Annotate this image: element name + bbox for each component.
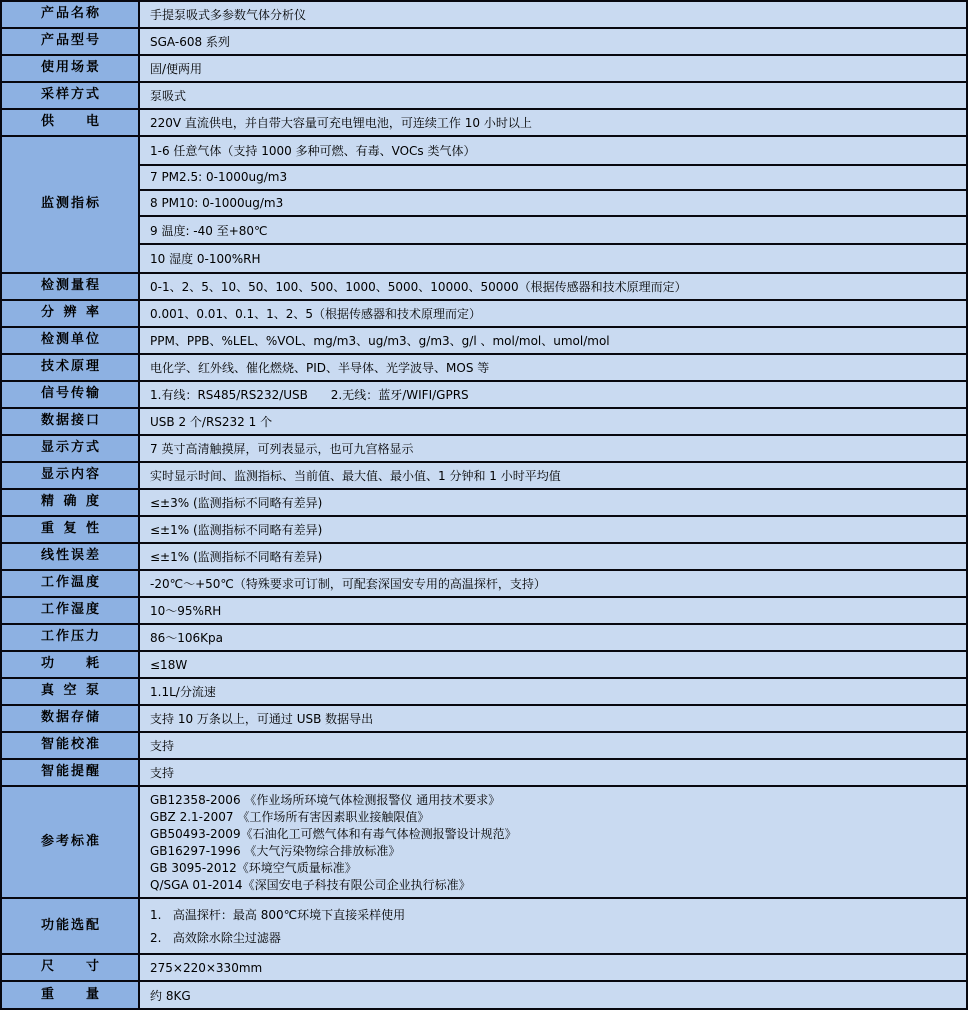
reference-standard-item: GB16297-1996 《大气污染物综合排放标准》 xyxy=(150,844,401,858)
row-working-humidity-header xyxy=(2,598,140,623)
row-label-text: 尺寸 xyxy=(41,959,99,975)
row-label-text: 工作温度 xyxy=(41,575,99,591)
row-smart-calibration-value xyxy=(140,733,966,758)
row-optional-features-header xyxy=(2,899,140,953)
row-repeatability xyxy=(2,517,966,544)
row-display-content xyxy=(2,463,966,490)
row-working-pressure-value xyxy=(140,625,966,650)
row-value-text: 7 英寸高清触摸屏，可列表显示，也可九宫格显示 xyxy=(150,442,414,456)
row-monitoring-indicators xyxy=(2,137,966,274)
row-monitoring-indicators-header xyxy=(2,137,140,272)
reference-standard-item: GBZ 2.1-2007 《工作场所有害因素职业接触限值》 xyxy=(150,810,430,824)
row-display-mode xyxy=(2,436,966,463)
row-detection-unit xyxy=(2,328,966,355)
row-label-text: 检测量程 xyxy=(41,278,99,294)
row-value-text: 8 PM10: 0-1000ug/m3 xyxy=(150,195,284,210)
row-weight-value xyxy=(140,982,966,1009)
row-data-storage-value xyxy=(140,706,966,731)
row-value-text: 7 PM2.5: 0-1000ug/m3 xyxy=(150,170,288,185)
row-label-text: 真空泵 xyxy=(41,683,99,699)
row-product-name-value xyxy=(140,2,966,27)
row-working-pressure xyxy=(2,625,966,652)
row-power-supply xyxy=(2,110,966,137)
row-resolution xyxy=(2,301,966,328)
row-value-text: ≤±1% (监测指标不同略有差异) xyxy=(150,550,323,564)
row-label-text: 使用场景 xyxy=(41,60,99,76)
row-dimensions-header xyxy=(2,955,140,980)
row-value-text: ≤±3% (监测指标不同略有差异) xyxy=(150,496,323,510)
row-value-text: ≤±1% (监测指标不同略有差异) xyxy=(150,523,323,537)
row-label-text: 功能选配 xyxy=(41,917,99,933)
row-power-consumption-header xyxy=(2,652,140,677)
row-label-text: 精确度 xyxy=(41,494,99,510)
row-linearity-error xyxy=(2,544,966,571)
row-linearity-error-value xyxy=(140,544,966,569)
row-value-text: SGA-608 系列 xyxy=(150,35,230,49)
reference-standard-item: Q/SGA 01-2014《深国安电子科技有限公司企业执行标准》 xyxy=(150,878,471,892)
row-resolution-value xyxy=(140,301,966,326)
row-value-text: 支持 xyxy=(150,739,175,753)
row-reference-standards-value xyxy=(140,787,966,897)
monitoring-indicator-item xyxy=(140,137,966,166)
row-label-text: 智能提醒 xyxy=(41,764,99,780)
row-sampling-method xyxy=(2,83,966,110)
row-accuracy-value xyxy=(140,490,966,515)
row-product-name-header xyxy=(2,2,140,27)
row-display-mode-value xyxy=(140,436,966,461)
row-label-text: 线性误差 xyxy=(41,548,99,564)
row-smart-calibration-header xyxy=(2,733,140,758)
row-vacuum-pump-header xyxy=(2,679,140,704)
row-vacuum-pump xyxy=(2,679,966,706)
reference-standard-item: GB12358-2006 《作业场所环境气体检测报警仪 通用技术要求》 xyxy=(150,793,501,807)
row-display-content-value xyxy=(140,463,966,488)
row-data-interface-header xyxy=(2,409,140,434)
row-vacuum-pump-value xyxy=(140,679,966,704)
row-data-interface-value xyxy=(140,409,966,434)
optional-feature-item: 2. 高效除水除尘过滤器 xyxy=(150,931,281,945)
row-working-humidity xyxy=(2,598,966,625)
row-product-model-value xyxy=(140,29,966,54)
row-value-text: 手提泵吸式多参数气体分析仪 xyxy=(150,8,307,22)
row-signal-transmission-value xyxy=(140,382,966,407)
row-value-text: 支持 10 万条以上，可通过 USB 数据导出 xyxy=(150,712,374,726)
row-label-text: 功耗 xyxy=(41,656,99,672)
row-value-text: 泵吸式 xyxy=(150,89,187,103)
row-label-text: 监测指标 xyxy=(41,196,99,212)
row-data-storage-header xyxy=(2,706,140,731)
row-sampling-method-header xyxy=(2,83,140,108)
row-reference-standards xyxy=(2,787,966,899)
row-dimensions xyxy=(2,955,966,982)
row-value-text: 实时显示时间、监测指标、当前值、最大值、最小值、1 分钟和 1 小时平均值 xyxy=(150,469,561,483)
row-value-text: 1-6 任意气体（支持 1000 多种可燃、有毒、VOCs 类气体） xyxy=(150,143,476,158)
row-usage-scenario-header xyxy=(2,56,140,81)
row-value-text: 0.001、0.01、0.1、1、2、5（根据传感器和技术原理而定） xyxy=(150,307,482,321)
row-detection-range xyxy=(2,274,966,301)
row-value-text: 10～95%RH xyxy=(150,604,222,618)
row-usage-scenario xyxy=(2,56,966,83)
row-label-text: 数据存储 xyxy=(41,710,99,726)
row-smart-reminder xyxy=(2,760,966,787)
row-product-model xyxy=(2,29,966,56)
row-product-model-header xyxy=(2,29,140,54)
row-accuracy xyxy=(2,490,966,517)
row-label-text: 检测单位 xyxy=(41,332,99,348)
optional-feature-item: 1. 高温探杆：最高 800℃环境下直接采样使用 xyxy=(150,908,406,922)
row-value-text: 10 湿度 0-100%RH xyxy=(150,252,261,267)
row-label-text: 供电 xyxy=(41,114,99,130)
row-usage-scenario-value xyxy=(140,56,966,81)
row-value-text: 86～106Kpa xyxy=(150,631,224,645)
row-detection-unit-value xyxy=(140,328,966,353)
row-technical-principle-value xyxy=(140,355,966,380)
row-technical-principle-header xyxy=(2,355,140,380)
row-value-text: 9 温度: -40 至+80℃ xyxy=(150,223,268,238)
row-linearity-error-header xyxy=(2,544,140,569)
row-weight xyxy=(2,982,966,1009)
row-label-text: 显示内容 xyxy=(41,467,99,483)
row-value-text: 固/便两用 xyxy=(150,62,203,76)
row-value-text: -20℃～+50℃（特殊要求可订制，可配套深国安专用的高温探杆，支持） xyxy=(150,577,546,591)
row-optional-features-value xyxy=(140,899,966,953)
monitoring-indicator-item xyxy=(140,217,966,246)
row-value-text: 电化学、红外线、催化燃烧、PID、半导体、光学波导、MOS 等 xyxy=(150,361,490,375)
row-power-supply-value xyxy=(140,110,966,135)
row-value-text: 约 8KG xyxy=(150,989,191,1003)
row-label-text: 分辨率 xyxy=(41,305,99,321)
row-label-text: 工作湿度 xyxy=(41,602,99,618)
row-label-text: 参考标准 xyxy=(41,833,99,849)
row-display-content-header xyxy=(2,463,140,488)
row-working-temperature xyxy=(2,571,966,598)
row-power-consumption-value xyxy=(140,652,966,677)
row-detection-range-header xyxy=(2,274,140,299)
row-smart-calibration xyxy=(2,733,966,760)
row-repeatability-value xyxy=(140,517,966,542)
row-dimensions-value xyxy=(140,955,966,980)
row-sampling-method-value xyxy=(140,83,966,108)
row-repeatability-header xyxy=(2,517,140,542)
row-optional-features xyxy=(2,899,966,955)
row-label-text: 产品型号 xyxy=(41,33,99,49)
row-data-storage xyxy=(2,706,966,733)
row-working-pressure-header xyxy=(2,625,140,650)
row-product-name xyxy=(2,2,966,29)
row-label-text: 重量 xyxy=(41,987,99,1003)
row-reference-standards-header xyxy=(2,787,140,897)
reference-standard-item: GB 3095-2012《环境空气质量标准》 xyxy=(150,861,357,875)
row-data-interface xyxy=(2,409,966,436)
row-accuracy-header xyxy=(2,490,140,515)
row-label-text: 数据接口 xyxy=(41,413,99,429)
row-label-text: 工作压力 xyxy=(41,629,99,645)
row-power-consumption xyxy=(2,652,966,679)
monitoring-indicator-item xyxy=(140,245,966,272)
row-working-humidity-value xyxy=(140,598,966,623)
row-label-text: 技术原理 xyxy=(41,359,99,375)
row-working-temperature-header xyxy=(2,571,140,596)
row-signal-transmission xyxy=(2,382,966,409)
row-signal-transmission-header xyxy=(2,382,140,407)
row-detection-unit-header xyxy=(2,328,140,353)
row-value-text: 1.1L/分流速 xyxy=(150,685,216,699)
row-value-text: USB 2 个/RS232 1 个 xyxy=(150,415,273,429)
monitoring-indicator-item xyxy=(140,166,966,192)
row-detection-range-value xyxy=(140,274,966,299)
row-value-text: 220V 直流供电，并自带大容量可充电锂电池，可连续工作 10 小时以上 xyxy=(150,116,532,130)
row-smart-reminder-header xyxy=(2,760,140,785)
row-label-text: 产品名称 xyxy=(41,6,99,22)
row-value-text: PPM、PPB、%LEL、%VOL、mg/m3、ug/m3、g/m3、g/l 、mol/mol、umol/mol xyxy=(150,334,610,348)
row-value-text: ≤18W xyxy=(150,657,188,672)
row-label-text: 重复性 xyxy=(41,521,99,537)
row-resolution-header xyxy=(2,301,140,326)
row-technical-principle xyxy=(2,355,966,382)
row-value-text: 275×220×330mm xyxy=(150,960,263,975)
row-weight-header xyxy=(2,982,140,1009)
row-display-mode-header xyxy=(2,436,140,461)
row-label-text: 采样方式 xyxy=(41,87,99,103)
row-label-text: 智能校准 xyxy=(41,737,99,753)
reference-standard-item: GB50493-2009《石油化工可燃气体和有毒气体检测报警设计规范》 xyxy=(150,827,517,841)
row-value-text: 1.有线：RS485/RS232/USB 2.无线：蓝牙/WIFI/GPRS xyxy=(150,388,469,402)
row-value-text: 支持 xyxy=(150,766,175,780)
row-power-supply-header xyxy=(2,110,140,135)
row-monitoring-indicators-value xyxy=(140,137,966,272)
row-smart-reminder-value xyxy=(140,760,966,785)
monitoring-indicator-item xyxy=(140,191,966,217)
row-label-text: 信号传输 xyxy=(41,386,99,402)
row-value-text: 0-1、2、5、10、50、100、500、1000、5000、10000、50000（根据传感器和技术原理而定） xyxy=(150,280,687,294)
row-label-text: 显示方式 xyxy=(41,440,99,456)
row-working-temperature-value xyxy=(140,571,966,596)
